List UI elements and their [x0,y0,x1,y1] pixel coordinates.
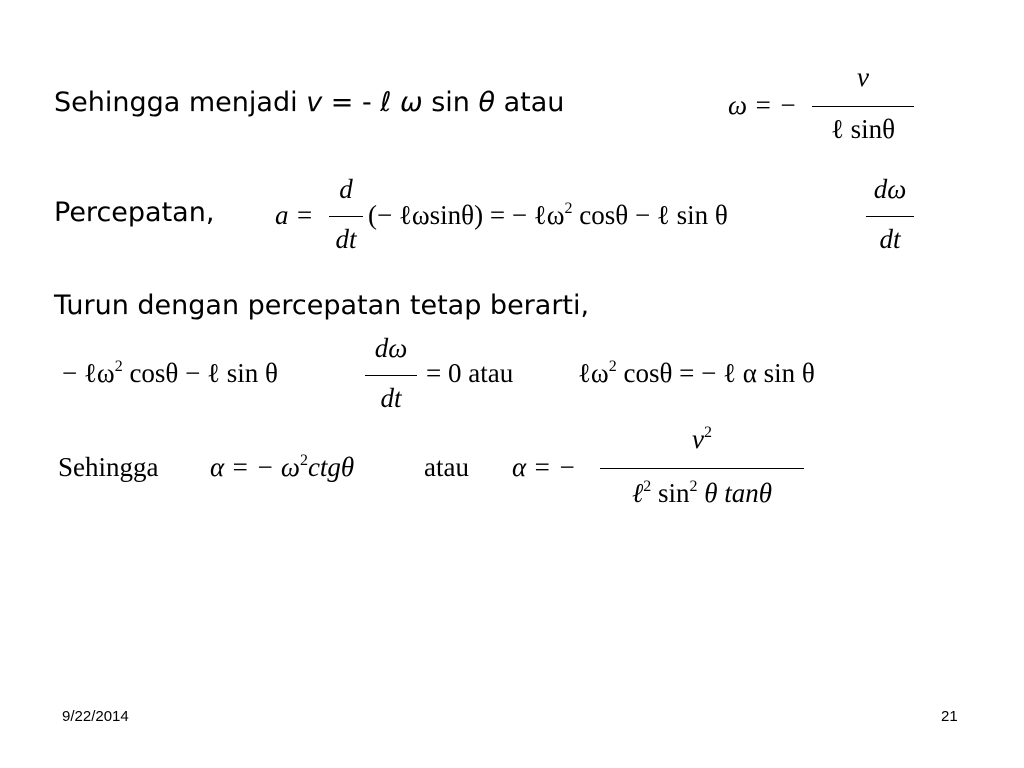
line1-prefix: Sehingga menjadi [54,87,307,118]
line1-theta: θ [478,87,496,118]
line1-omega: ω [400,87,423,118]
line5-eq1 [210,452,354,483]
line5-eq2: α = − [512,452,577,482]
line5-den-a: ℓ [631,478,644,508]
line4-eq-right [578,358,815,389]
line2-label: Percepatan, [54,197,215,228]
line4-eq-left [62,358,278,389]
line2-eq-mid: (− ℓωsinθ) = − ℓω [368,200,565,230]
line5-den-b: sin [651,478,690,508]
line1-frac-bar [812,106,914,107]
line1-frac-num: v [857,62,869,92]
line2-fraction-domega-dt [866,174,914,266]
line2-sup: 2 [564,200,573,217]
line5-den-sup1: 2 [643,478,652,495]
line5-frac-bar [600,468,804,469]
line5-eq1a: α = − ω [210,452,300,482]
line5-frac-num-sup: 2 [703,424,712,441]
line5-fraction [600,424,804,520]
line5-label: Sehingga [58,452,159,482]
line1-fraction [812,62,914,158]
line4-frac-num: dω [374,333,408,363]
line1-frac-den: ℓ sinθ [830,114,896,144]
line1-mid: = - ℓ [322,87,401,118]
line1-v: v [306,87,323,118]
line2-eq-body [368,200,728,231]
line5-frac-num-v: v [692,424,704,454]
line4-frac-bar [365,375,417,376]
line5-den-c: θ tanθ [697,478,773,508]
line4-left2: cosθ − ℓ sin θ [122,358,278,388]
line2-frac1-den: dt [335,224,357,254]
line5-sup: 2 [299,452,308,469]
line4-eq-zero: = 0 atau [426,358,514,388]
line1-sin: sin [422,87,479,118]
line2-eq-a: a = [275,200,314,230]
line5-atau: atau [424,452,469,482]
line2-frac1-bar [329,216,363,217]
line2-frac1-num: d [339,174,353,204]
footer-page-number: 21 [941,708,958,725]
line1-eq-lhs: ω = − [728,90,798,120]
line4-sup1: 2 [114,358,123,375]
line1-atau: atau [495,87,565,118]
line4-frac-den: dt [380,383,402,413]
line2-frac2-num: dω [873,174,907,204]
line2-frac2-den: dt [879,224,901,254]
line5-den-sup2: 2 [689,478,698,495]
line5-frac-den [600,478,804,509]
line4-sup2: 2 [608,358,617,375]
line4-fraction [365,333,417,425]
line2-frac2-bar [866,216,914,217]
line5-eq1b: ctgθ [307,452,355,482]
footer-date: 9/22/2014 [62,708,129,725]
line4-right: ℓω [578,358,609,388]
line4-right2: cosθ = − ℓ α sin θ [616,358,815,388]
line4-left: − ℓω [62,358,115,388]
line3-label: Turun dengan percepatan tetap berarti, [54,290,590,321]
line2-fraction-d-dt [329,174,363,266]
line5-frac-num [600,424,804,455]
line2-eq-tail: cosθ − ℓ sin θ [572,200,728,230]
line1-text [54,87,564,118]
